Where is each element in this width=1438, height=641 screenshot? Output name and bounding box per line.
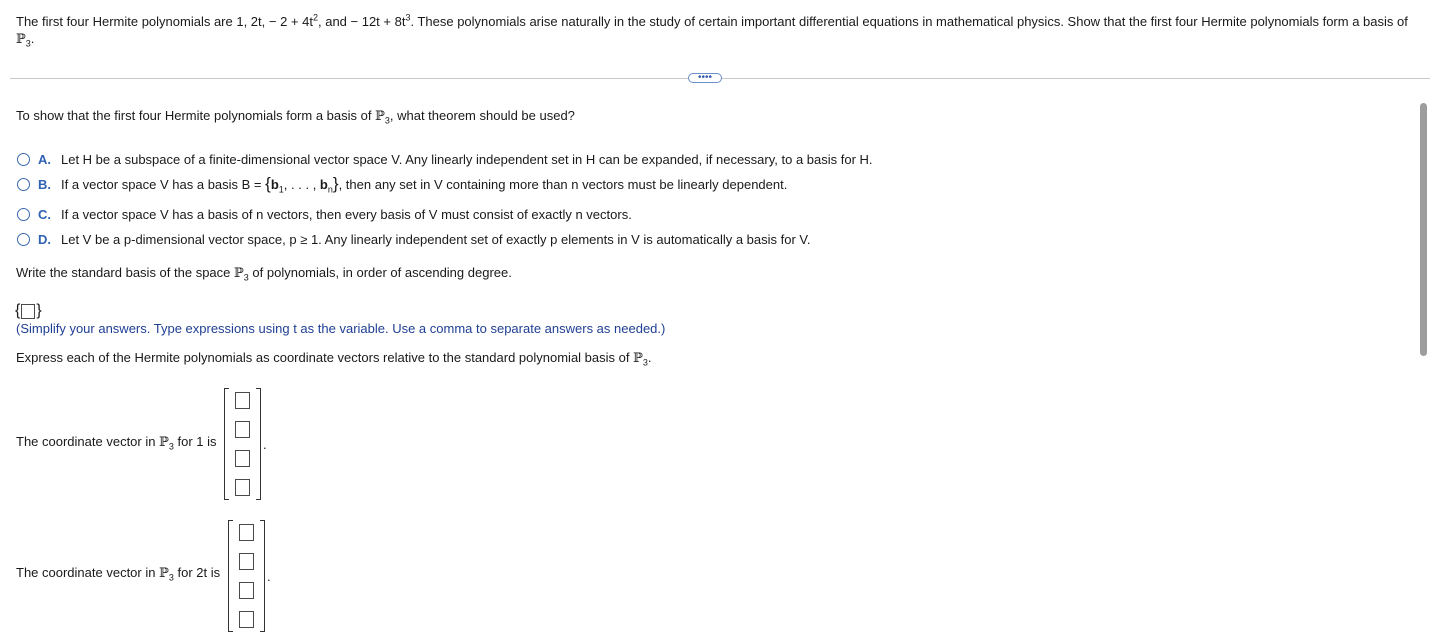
- right-bracket: [256, 388, 261, 500]
- vertical-scrollbar[interactable]: [1420, 103, 1427, 356]
- option-text: If a vector space V has a basis of n vectors, then every basis of V must consist of exactly n vectors.: [61, 206, 632, 222]
- option-text: If a vector space V has a basis $B = \{b_1$, . . . , $b_n$}, then any set in V containing more than n vectors must be linearly dependent.: [61, 174, 788, 195]
- vector-label-1: The coordinate vector in ℙ$_3$ for 1 is: [16, 434, 217, 452]
- option-d[interactable]: [17, 229, 811, 249]
- option-b[interactable]: [17, 174, 787, 194]
- problem-statement: The first four Hermite polynomials are 1, 2t, − $2 + 4t^2$, and − $12t + 8t^3$. These polynomials arise naturally in the study of certain important differential equations in mathematical physics. Show that the first four Hermite polynomials form a basis of ℙ$_3$.: [16, 12, 1408, 49]
- vector2-entry-2[interactable]: [239, 553, 254, 570]
- radio-button-a[interactable]: [17, 153, 30, 166]
- option-a[interactable]: [17, 149, 873, 169]
- option-letter: A.: [38, 151, 51, 167]
- vector1-entry-4[interactable]: [235, 479, 250, 496]
- radio-button-b[interactable]: [17, 178, 30, 191]
- radio-button-d[interactable]: [17, 233, 30, 246]
- option-text: Let V be a p-dimensional vector space, p ≥ 1. Any linearly independent set of exactly p elements in V is automatically a basis for V.: [61, 231, 811, 247]
- right-bracket: [260, 520, 265, 632]
- option-c[interactable]: [17, 204, 632, 224]
- option-letter: C.: [38, 206, 51, 222]
- option-text: Let H be a subspace of a finite-dimensional vector space V. Any linearly independent set in H can be expanded, if necessary, to a basis for H.: [61, 151, 873, 167]
- coordinate-vector-2: .: [228, 518, 271, 634]
- question-standard-basis: Write the standard basis of the space ℙ$_3$ of polynomials, in order of ascending degree.: [16, 265, 512, 283]
- help-text: (Simplify your answers. Type expressions using t as the variable. Use a comma to separate answers as needed.): [16, 321, 666, 336]
- vector1-entry-2[interactable]: [235, 421, 250, 438]
- vector2-entry-1[interactable]: [239, 524, 254, 541]
- vector1-entry-1[interactable]: [235, 392, 250, 409]
- more-options-button[interactable]: ••••: [688, 73, 722, 83]
- basis-input[interactable]: [21, 304, 35, 319]
- option-letter: B.: [38, 176, 51, 192]
- vector2-entry-4[interactable]: [239, 611, 254, 628]
- basis-answer: { }: [15, 302, 42, 319]
- question-theorem: To show that the first four Hermite polynomials form a basis of ℙ$_3$, what theorem should be used?: [16, 108, 575, 126]
- vector-label-2: The coordinate vector in ℙ$_3$ for 2t is: [16, 565, 221, 583]
- option-letter: D.: [38, 231, 51, 247]
- question-coordinate-vectors: Express each of the Hermite polynomials as coordinate vectors relative to the standard polynomial basis of ℙ$_3$.: [16, 350, 652, 368]
- coordinate-vector-1: .: [224, 386, 267, 502]
- radio-button-c[interactable]: [17, 208, 30, 221]
- vector2-entry-3[interactable]: [239, 582, 254, 599]
- vector1-entry-3[interactable]: [235, 450, 250, 467]
